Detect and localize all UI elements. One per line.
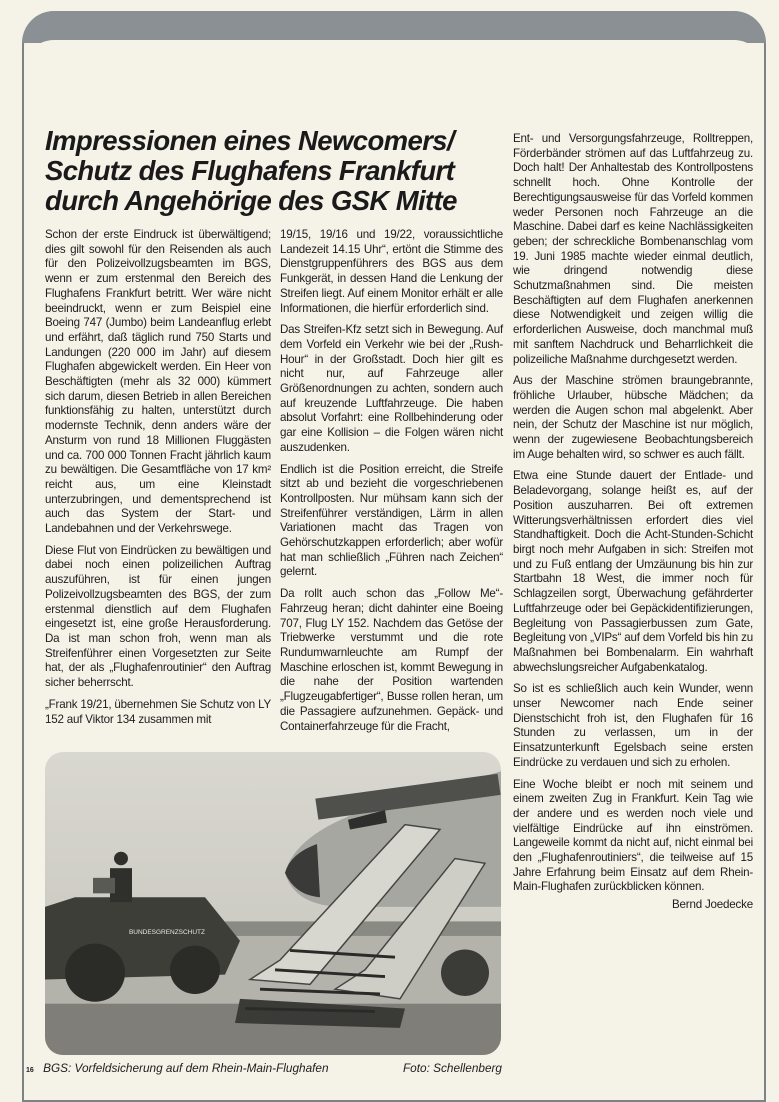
column-2	[280, 228, 503, 741]
paragraph: Etwa eine Stunde dauert der Entlade- und Beladevorgang, solange heißt es, auf der Position auszuharren. Bei oft extremen Witterungsverhältnissen erfordert dies viel Standhaftigkeit. Doch die Acht-Stunden-Schicht birgt noch mehr Aufgaben in sich: Streifen mot und zu Fuß entlang der Umzäunung bis hin zur Startbahn 18 West, die immer noch für Schlagzeilen sorgt, Überwachung gefährderter Luftfahrzeuge oder bei Gepäckidentifizierungen, Begleitung von Passagierbussen zum Gate, Begleitung von „VIPs“ auf dem Vorfeld bis hin zu Maßnahmen bei Bombenalarm. Ein wahrhaft abwechslungsreicher Aufgabenkatalog.	[513, 469, 753, 674]
paragraph: Ent- und Versorgungsfahrzeuge, Rolltreppen, Förderbänder strömen auf das Luftfahrzeug zu. Doch halt! Der Anhaltestab des Kontrollpostens schnellt hoch. Ohne Kontrolle der Berechtigungsausweise für das Vorfeld kommen weder Personen noch Fahrzeuge an die Maschine. Dabei darf es keine Nachlässigkeiten geben; der schreckliche Bombenanschlag vom 19. Juni 1985 machte wieder einmal deutlich, wie dringend notwendig diese Schutzmaßnahmen sind. Die meisten Beschäftigten auf dem Flughafen anerkennen diese Notwendigkeit und zeigen willig die erforderlichen Ausweise, doch manchmal muß mit sanftem Nachdruck und Beharrlichkeit die polizeiliche Maßnahme durchgesetzt werden.	[513, 132, 753, 366]
title-line: durch Angehörige des GSK Mitte	[45, 185, 457, 216]
paragraph: Eine Woche bleibt er noch mit seinem und einem zweiten Zug in Frankfurt. Kein Tag wie der andere und es werden noch viele und vielfältige Eindrücke auf ihn einströmen. Langeweile kommt da nicht auf, nicht einmal bei den „Flughafenroutiniers“, die teilweise auf 15 Jahre Erfahrung beim Einsatz auf dem Rhein-Main-Flughafen zurückblicken können.	[513, 777, 753, 894]
vehicle-lettering: BUNDESGRENZSCHUTZ	[129, 929, 205, 936]
column-1	[45, 228, 271, 734]
paragraph: So ist es schließlich auch kein Wunder, wenn unser Newcomer nach Ende seiner Dienstschicht froh ist, den Flughafen für 16 Stunden zu verlassen, um in der Einsatzunterkunft Egelsbach seine ersten Eindrücke zu verdauen und sich zu erholen.	[513, 682, 753, 769]
article-title	[45, 126, 515, 216]
author-signature: Bernd Joedecke	[672, 898, 753, 912]
paragraph: Das Streifen-Kfz setzt sich in Bewegung. Auf dem Vorfeld ein Verkehr wie bei der „Rush-Hour“ in der Großstadt. Doch hier gilt es nicht nur, auf Fahrzeuge aller Größenordnungen zu achten, sondern auch auf kreuzende Luftfahrzeuge. Die haben absolut Vorfahrt: eine Rollbehinderung oder gar eine Kollision – die Folgen wären nicht auszudenken.	[280, 323, 503, 454]
page-number: 16	[26, 1067, 34, 1074]
paragraph: Da rollt auch schon das „Follow Me“-Fahrzeug heran; dicht dahinter eine Boeing 707, Flug LY 152. Nachdem das Getöse der Triebwerke verstummt und die rote Rundumwarnleuchte am Rumpf der Maschine erloschen ist, kommt Bewegung in die nahe der Position wartenden „Flugzeugabfertiger“, Busse rollen heran, um die Passagiere aufzunehmen. Gepäck- und Containerfahrzeuge für die Fracht,	[280, 587, 503, 733]
title-line: Schutz des Flughafens Frankfurt	[45, 155, 455, 186]
photo-image	[45, 752, 501, 1055]
paragraph: „Frank 19/21, übernehmen Sie Schutz von LY 152 auf Viktor 134 zusammen mit	[45, 697, 271, 726]
photo-caption	[26, 1061, 502, 1075]
paragraph: Endlich ist die Position erreicht, die Streife sitzt ab und bezieht die vorgeschriebenen Kontrollposten. Nur mühsam kann sich der Streifenführer verständigen, Lärm in allen Variationen macht das Tragen von Gehörschutzkappen erforderlich; aber wofür hat man schließlich „Führen nach Zeichen“ gelernt.	[280, 462, 503, 579]
photo-apron-security	[45, 752, 501, 1055]
caption-text: BGS: Vorfeldsicherung auf dem Rhein-Main-Flughafen	[43, 1061, 329, 1075]
column-3	[513, 132, 753, 920]
paragraph: Aus der Maschine strömen braungebrannte, fröhliche Urlauber, hübsche Mädchen; da werden die Augen schon mal abgelenkt. Aber nein, der Schutz der Maschine ist nur möglich, wenn der zugewiesene Beobachtungsbereich im Auge behalten wird, so schwer es auch fällt.	[513, 374, 753, 461]
paragraph: 19/15, 19/16 und 19/22, voraussichtliche Landezeit 14.15 Uhr“, ertönt die Stimme des Dienstgruppenführers des BGS aus dem Funkgerät, in dessen Hand die Lenkung der Streifen liegt. Auf einem Monitor erhält er alle Informationen, die hierfür erforderlich sind.	[280, 228, 503, 315]
paragraph: Schon der erste Eindruck ist überwältigend; dies gilt sowohl für den Reisenden als auch für den Polizeivollzugsbeamten im BGS, wenn er zum erstenmal den Bereich des Flughafens Frankfurt betritt. Wer wäre nicht beeindruckt, wenn er zum Beispiel eine Boeing 747 (Jumbo) beim Landeanflug erlebt und erfährt, daß täglich rund 750 Starts und Landungen (220 000 im Jahr) auf diesem Flughafen abgewickelt werden. Ein Heer von Beschäftigten (mehr als 32 000) kümmert sich darum, diesen Betrieb in allen Bereichen funktionsfähig zu halten, unterstützt durch modernste Technik, denn anders wäre der Ansturm von rund 18 Millionen Fluggästen und ca. 700 000 Tonnen Fracht jährlich kaum zu bewältigen. Die Gesamtfläche von 17 km² reicht aus, um eine Kleinstadt unterzubringen, und dementsprechend ist auch das System der Start- und Landebahnen und der Verkehrswege.	[45, 228, 271, 536]
header-band	[22, 11, 766, 43]
paragraph: Diese Flut von Eindrücken zu bewältigen und dabei noch einen polizeilichen Auftrag auszuführen, ist für einen jungen Polizeivollzugsbeamten des BGS, der zum erstenmal dienstlich auf dem Flughafen eingesetzt ist, eine große Herausforderung. Da ist man schon froh, wenn man als Streifenführer einen Vorgesetzten zur Seite hat, der als „Flughafenroutinier“ den Auftrag sicher beherrscht.	[45, 543, 271, 690]
photo-credit: Foto: Schellenberg	[402, 1061, 502, 1075]
title-line: Impressionen eines Newcomers/	[45, 125, 455, 156]
header-band-inner	[24, 40, 764, 80]
